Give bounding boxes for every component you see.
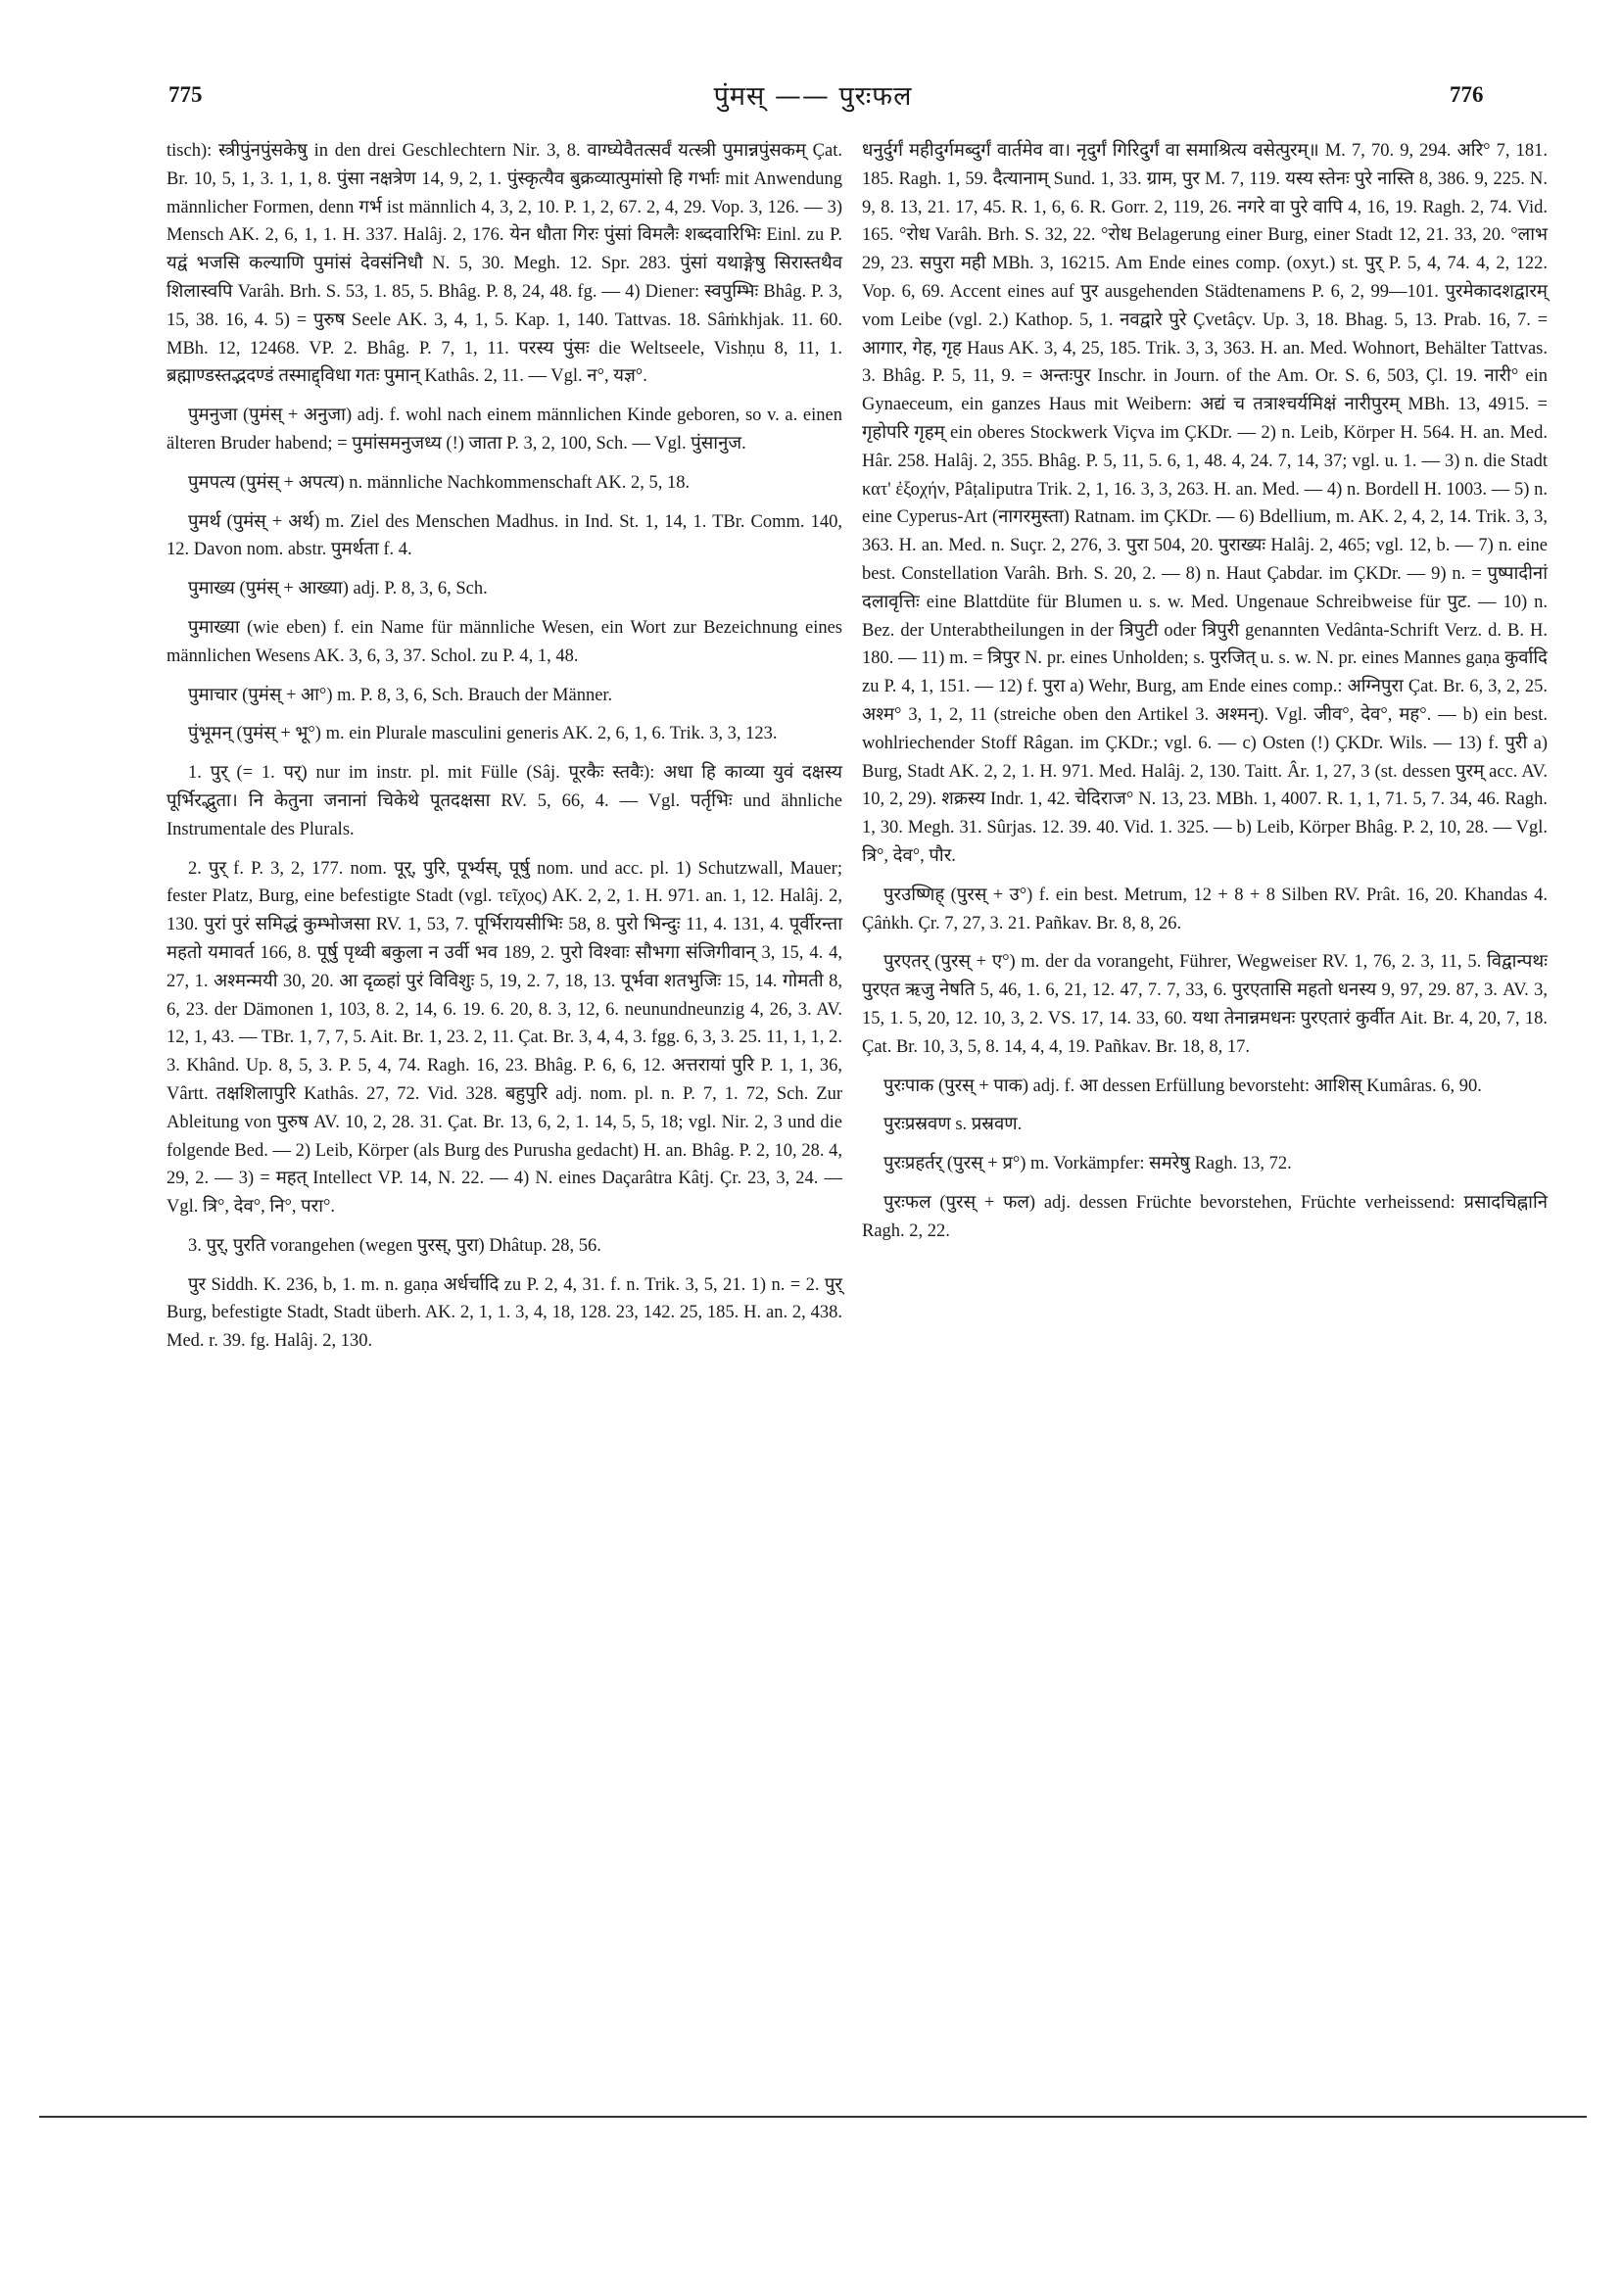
entry-purahprasravana: पुरःप्रस्रवण s. प्रस्रवण. [883, 1115, 1023, 1135]
entry-purahphala: पुरःफल (पुरस् + फल) adj. dessen Früchte bevorstehen, Früchte verheissend: प्रसादचिह्नानि Ragh. 2, 22. [862, 1192, 1548, 1241]
bottom-rule [39, 2116, 1587, 2118]
page-number-left: 775 [168, 82, 203, 107]
entry-puraushnih: पुरउष्णिह् (पुरस् + उ°) f. ein best. Metrum, 12 + 8 + 8 Silben RV. Prât. 16, 20. Khandas 4. Çâṅkh. Çr. 7, 27, 3. 21. Pañkav. Br. 8, 8, 26. [862, 885, 1548, 933]
running-head: पुंमस् —— पुरःफल [713, 81, 913, 112]
entry-pur-2: 2. पुर् f. P. 3, 2, 177. nom. पूर्, पुरि, पूर्भ्यस्, पूर्षु nom. und acc. pl. 1) Schutzwall, Mauer; fester Platz, Burg, eine befestigte Stadt (vgl. τεῖχος) AK. 2, 2, 1. H. 971. an. 1, 12. Halâj. 2, 130. पुरां पुरं समिद्धं कुम्भोजसा RV. 1, 53, 7. पूर्भिरायसीभिः 58, 8. पुरो भिन्दुः 11, 4. 131, 4. पूर्वीरन्ता महतो यमावर्त 166, 8. पूर्षु पृथ्वी बकुला न उर्वी भव 189, 2. पुरो विश्वाः सौभगा संजिगीवान् 3, 15, 4. 4, 27, 1. अश्मन्मयी 30, 20. आ दृळ्हां पुरं विविशुः 5, 19, 2. 7, 18, 13. पूर्भवा शतभुजिः 15, 14. गोमती 8, 6, 23. der Dämonen 1, 103, 8. 2, 14, 6. 19. 6. 20, 8. 3, 12, 6. neunundneunzig 4, 26, 3. AV. 12, 1, 43. — TBr. 1, 7, 7, 5. Ait. Br. 1, 23. 2, 11. Çat. Br. 3, 4, 4, 3. fgg. 6, 3, 3. 25. 11, 1, 1, 2. 3. Khând. Up. 8, 5, 3. P. 5, 4, 74. Ragh. 16, 23. Bhâg. P. 6, 6, 12. अत्तरायां पुरि P. 1, 1, 36, Vârtt. तक्षशिलापुरि Kathâs. 27, 72. Vid. 328. बहुपुरि adj. nom. pl. n. P. 7, 1. 72, Sch. Zur Ableitung von पुरुष AV. 10, 2, 28. 31. Çat. Br. 13, 6, 2, 1. 14, 5, 5, 18; vgl. Nir. 2, 3 und die folgende Bed. — 2) Leib, Körper (als Burg des Purusha gedacht) H. an. Bhâg. P. 2, 10, 28. 4, 29, 2. — 3) = महत् Intellect VP. 14, N. 22. — 4) N. eines Daçarâtra Kâtj. Çr. 23, 3, 24. — Vgl. त्रि°, देव°, नि°, परा°. [167, 858, 843, 1218]
entry-pura: पुर Siddh. K. 236, b, 1. m. n. gaṇa अर्धर्चादि zu P. 2, 4, 31. f. n. Trik. 3, 5, 21. 1) n. = 2. पुर् Burg, befestigte Stadt, Stadt überh. AK. 2, 1, 1. 3, 4, 18, 128. 23, 142. 25, 185. H. an. 2, 438. Med. r. 39. fg. Halâj. 2, 130. [167, 1274, 842, 1352]
entry-pumanuja: पुमनुजा (पुमंस् + अनुजा) adj. f. wohl nach einem männlichen Kinde geboren, so v. a. einen älteren Bruder habend; = पुमांसमनुजध्य (!) जाता P. 3, 2, 100, Sch. — Vgl. पुंसानुज. [167, 406, 842, 454]
left-column [167, 137, 842, 1366]
entry-purahpaka: पुरःपाक (पुरस् + पाक) adj. f. आ dessen Erfüllung bevorsteht: आशिस् Kumâras. 6, 90. [883, 1076, 1482, 1096]
entry-pumbhuman: पुंभूमन् (पुमंस् + भू°) m. ein Plurale masculini generis AK. 2, 6, 1, 6. Trik. 3, 3, 123. [188, 724, 778, 744]
entry-pura-continued: धनुर्दुर्गं महीदुर्गमब्दुर्गं वार्तमेव वा। नृदुर्गं गिरिदुर्गं वा समाश्रित्य वसेत्पुरम्॥ M. 7, 70. 9, 294. अरि° 7, 181. 185. Ragh. 1, 59. दैत्यानाम् Sund. 1, 33. ग्राम, पुर M. 7, 119. यस्य स्तेनः पुरे नास्ति 8, 386. 9, 225. N. 9, 8. 13, 21. 17, 45. R. 1, 6, 6. R. Gorr. 2, 119, 26. नगरे वा पुरे वापि 4, 16, 19. Ragh. 2, 74. Vid. 165. °रोध Varâh. Brh. S. 32, 22. °रोध Belagerung einer Burg, einer Stadt 12, 21. 33, 20. °लाभ 29, 23. सपुरा मही MBh. 3, 16215. Am Ende eines comp. (oxyt.) st. पुर् P. 5, 4, 74. 4, 2, 122. Vop. 6, 69. Accent eines auf पुर ausgehenden Städtenamens P. 6, 2, 99—101. पुरमेकादशद्वारम् vom Leibe (vgl. 2.) Kathop. 5, 1. नवद्वारे पुरे Çvetâçv. Up. 3, 18. Bhag. 5, 13. Prab. 16, 7. = आगार, गेह, गृह Haus AK. 3, 4, 25, 185. Trik. 3, 3, 363. H. an. Med. Wohnort, Behälter Tattvas. 3. Bhâg. P. 5, 11, 9. = अन्तःपुर Inschr. in Journ. of the Am. Or. S. 6, 503, Çl. 19. नारी° ein Gynaeceum, ein ganzes Haus mit Weibern: अद्यं च तत्राश्चर्यमिक्षं नारीपुरम् MBh. 13, 4915. = गृहोपरि गृहम् ein oberes Stockwerk Viçva im ÇKDr. — 2) n. Leib, Körper H. 564. H. an. Med. Hâr. 258. Halâj. 2, 355. Bhâg. P. 5, 11, 5. 6, 1, 48. 4, 24. 7, 14, 37; vgl. u. 1. — 3) n. die Stadt κατ' ἐξοχήν, Pâṭaliputra Trik. 2, 1, 16. 3, 3, 263. H. an. Med. — 4) n. Bordell H. 1003. — 5) n. eine Cyperus-Art (नागरमुस्ता) Ratnam. im ÇKDr. — 6) Bdellium, m. AK. 2, 4, 2, 14. Trik. 3, 3, 363. H. an. Med. n. Suçr. 2, 276, 3. पुरा 504, 20. पुराख्यः Halâj. 2, 465; vgl. 12, b. — 7) n. eine best. Constellation Varâh. Brh. S. 20, 2. — 8) n. Haut Çabdar. im ÇKDr. — 9) n. = पुष्पादीनां दलावृत्तिः eine Blattdüte für Blumen u. s. w. Med. Ungenaue Schreibweise für पुट. — 10) n. Bez. der Unterabtheilungen in der त्रिपुटी oder त्रिपुरी genannten Vedânta-Schrift Verz. d. B. H. 180. — 11) m. = त्रिपुर N. pr. eines Unholden; s. पुरजित् u. s. w. N. pr. eines Mannes gaṇa कुर्वादि zu P. 4, 1, 151. — 12) f. पुरा a) Wehr, Burg, am Ende eines comp.: अग्निपुरा Çat. Br. 6, 3, 2, 25. अश्म° 3, 1, 2, 11 (streiche oben den Artikel 3. अश्मन्). Vgl. जीव°, देव°, मह°. — b) ein best. wohlriechender Stoff Râgan. im ÇKDr.; vgl. 6. — c) Osten (!) ÇKDr. Wils. — 13) f. पुरी a) Burg, Stadt AK. 2, 2, 1. H. 971. Med. Halâj. 2, 130. Taitt. Âr. 1, 27, 3 (st. dessen पुरम् acc. AV. 10, 2, 29). शक्रस्य Indr. 1, 42. चेदिराज° N. 13, 23. MBh. 1, 4007. R. 1, 1, 71. 5, 7. 34, 46. Ragh. 1, 30. Megh. 31. Sûrjas. 12. 39. 40. Vid. 1. 325. — b) Leib, Körper Bhâg. P. 2, 10, 28. — Vgl. त्रि°, देव°, पौर. [862, 141, 1548, 866]
entry-pumakhya-f: पुमाख्या (wie eben) f. ein Name für männliche Wesen, ein Wort zur Bezeichnung eines männlichen Wesens AK. 3, 6, 3, 37. Schol. zu P. 4, 1, 48. [167, 617, 842, 666]
entry-puraetar: पुरएतर् (पुरस् + ए°) m. der da vorangeht, Führer, Wegweiser RV. 1, 76, 2. 3, 11, 5. विद्वान्पथः पुरएत ऋजु नेषति 5, 46, 1. 6, 21, 12. 47, 7. 7, 33, 6. पुरएतासि महतो धनस्य 9, 97, 29. 87, 3. AV. 3, 15, 1. 5, 20, 12. 10, 3, 2. VS. 17, 14. 33, 60. यथा तेनान्नमधनः पुरएतारं कुर्वीत Ait. Br. 4, 20, 7, 18. Çat. Br. 10, 3, 5, 8. 14, 4, 4, 19. Pañkav. Br. 18, 8, 17. [862, 952, 1548, 1057]
entry-pur-3: 3. पुर्, पुरति vorangehen (wegen पुरस्, पुरा) Dhâtup. 28, 56. [188, 1235, 601, 1256]
entry-pumacara: पुमाचार (पुमंस् + आ°) m. P. 8, 3, 6, Sch. Brauch der Männer. [188, 685, 613, 705]
entry-pumapatya: पुमपत्य (पुमंस् + अपत्य) n. männliche Nachkommenschaft AK. 2, 5, 18. [188, 472, 691, 493]
entry-pumakhya-adj: पुमाख्य (पुमंस् + आख्या) adj. P. 8, 3, 6, Sch. [188, 579, 488, 599]
entry-continuation: tisch): स्त्रीपुंनपुंसकेषु in den drei Geschlechtern Nir. 3, 8. वाग्घ्येवैतत्सर्वं यत्स्त्री पुमान्नपुंसकम् Çat. Br. 10, 5, 1, 3. 1, 1, 8. पुंसा नक्षत्रेण 14, 9, 2, 1. पुंस्कृत्यैव बुक्रव्यात्पुमांसो हि गर्भाः mit Anwendung männlicher Formen, denn गर्भ ist männlich 4, 3, 2, 10. P. 1, 2, 67. 2, 4, 29. Vop. 3, 126. — 3) Mensch AK. 2, 6, 1, 1. H. 337. Halâj. 2, 176. येन धौता गिरः पुंसां विमलैः शब्दवारिभिः Einl. zu P. यद्वं भजसि कल्याणि पुमांसं देवसंनिधौ N. 5, 30. Megh. 12. Spr. 283. पुंसां यथाङ्गेषु सिरास्तथैव शिलास्वपि Varâh. Brh. S. 53, 1. 85, 5. Bhâg. P. 8, 24, 48. fg. — 4) Diener: स्वपुम्भिः Bhâg. P. 3, 15, 38. 16, 4. 5) = पुरुष Seele AK. 3, 4, 1, 5. Kap. 1, 140. Tattvas. 18. Sâṁkhjak. 11. 60. MBh. 12, 12468. VP. 2. Bhâg. P. 7, 1, 11. परस्य पुंसः die Weltseele, Vishṇu 8, 11, 1. ब्रह्माण्डस्तद्भदण्डं तस्माद्द्विधा गतः पुमान् Kathâs. 2, 11. — Vgl. न°, यज्ञ°. [167, 141, 842, 387]
entry-pur-1: 1. पुर् (= 1. पर्) nur im instr. pl. mit Fülle (Sâj. पूरकैः स्तवैः): अधा हि काव्या युवं दक्षस्य पूर्भिरद्भुता। नि केतुना जनानां चिकेथे पूतदक्षसा RV. 5, 66, 4. — Vgl. पर्तृभिः und ähnliche Instrumentale des Plurals. [167, 763, 842, 839]
page-number-right: 776 [1450, 82, 1484, 107]
entry-purahprahartar: पुरःप्रहर्तर् (पुरस् + प्र°) m. Vorkämpfer: समरेषु Ragh. 13, 72. [883, 1154, 1292, 1174]
right-column [862, 137, 1548, 1256]
entry-pumartha: पुमर्थ (पुमंस् + अर्थ) m. Ziel des Menschen Madhus. in Ind. St. 1, 14, 1. TBr. Comm. 140, 12. Davon nom. abstr. पुमर्थता f. 4. [167, 511, 842, 560]
